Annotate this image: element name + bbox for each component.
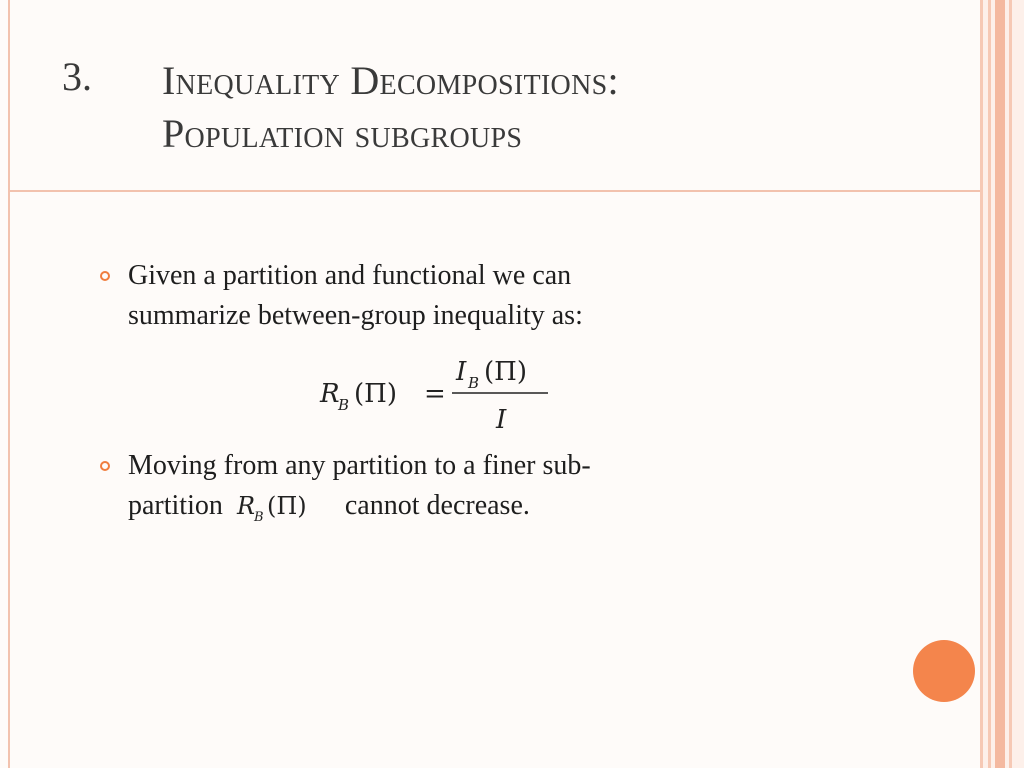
- bullet-text-line: Given a partition and functional we can: [128, 260, 572, 291]
- decorative-stripe: [995, 0, 1005, 768]
- bullet-icon: [100, 271, 110, 281]
- bullet-text-fragment: partition: [128, 490, 223, 521]
- between-group-formula: [318, 350, 558, 440]
- formula-lhs-arg: (Π): [354, 379, 397, 409]
- inline-formula-subscript: B: [253, 509, 264, 525]
- formula-equals: =: [424, 379, 446, 409]
- bullet-list-continued: [98, 446, 818, 526]
- decorative-stripe: [1012, 0, 1024, 768]
- left-border-line: [8, 0, 10, 768]
- bullet-item: [98, 256, 798, 336]
- bullet-text-line-with-formula: [128, 486, 818, 526]
- bullet-item: [98, 446, 818, 526]
- slide-title-line-1: Inequality Decompositions:: [162, 58, 619, 103]
- bullet-icon: [100, 461, 110, 471]
- bullet-text-line: Moving from any partition to a finer sub-: [128, 450, 591, 481]
- inline-rb-formula: [235, 490, 327, 526]
- bullet-text-fragment: cannot decrease.: [344, 490, 530, 521]
- title-divider: [8, 190, 980, 192]
- formula-numerator-symbol: I: [456, 357, 467, 387]
- inline-formula-symbol: R: [236, 491, 255, 520]
- inline-formula-arg: (Π): [266, 491, 307, 520]
- formula-lhs-subscript: B: [338, 396, 350, 414]
- slide-title: [162, 54, 619, 160]
- bullet-list: [98, 256, 798, 336]
- formula-numerator-arg: (Π): [484, 357, 527, 387]
- slide-title-line-2: Population subgroups: [162, 111, 523, 156]
- decorative-circle: [913, 640, 975, 702]
- bullet-text-line: summarize between-group inequality as:: [128, 300, 583, 331]
- formula-numerator-subscript: B: [468, 374, 480, 392]
- slide-number-label: 3.: [62, 54, 92, 99]
- formula-denominator: I: [496, 405, 507, 435]
- formula-lhs-symbol: R: [320, 379, 340, 409]
